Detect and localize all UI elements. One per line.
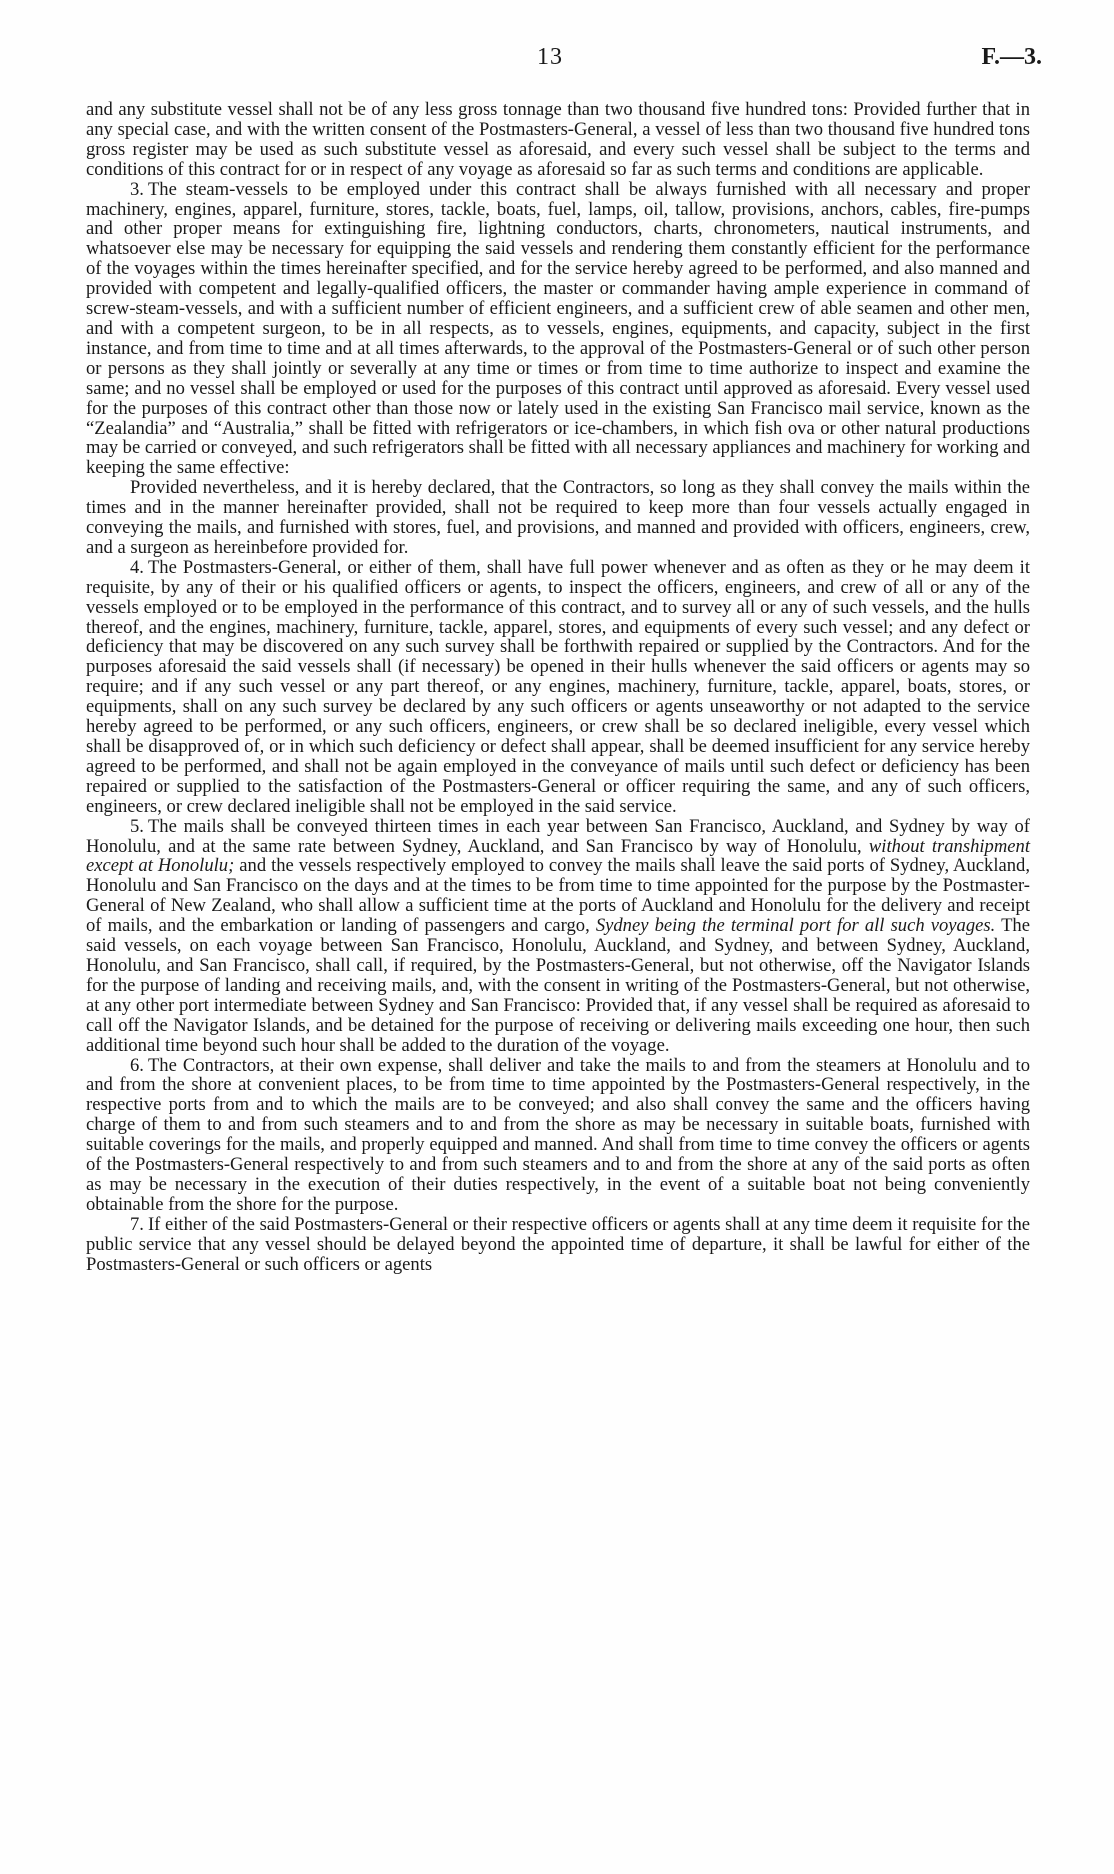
clause-3-text: The steam-vessels to be employed under this contract shall be always furnished with all necessary and proper machinery, engines, apparel, furniture, stores, tackle, boats, fuel, lamps, oil, tallow, provisions, anchors, cables, fire-pumps and other proper means for extinguishing fire, lightning conductors, charts, chronometers, nautical instruments, and whatsoever else may be necessary for equipping the said vessels and rendering them constantly efficient for the performance of the voyages within the times hereinafter specified, and for the service hereby agreed to be performed, and also manned and provided with competent and legally-qualified officers, the master or commander having ample experience in command of screw-steam-vessels, and with a sufficient number of efficient engineers, and a sufficient crew of able seamen and other men, and with a competent surgeon, to be in all respects, as to vessels, engines, equipments, and capacity, subject in the first instance, and from time to time and at all times afterwards, to the approval of the Postmasters-General or of such other person or persons as they shall jointly or severally at any time or times or from time to time authorize to inspect and examine the same; and no vessel shall be employed or used for the purposes of this contract until approved as aforesaid. Every vessel used for the purposes of this contract other than those now or lately used in the existing San Francisco mail service, known as the “Zealandia” and “Australia,” shall be fitted with refrigerators or ice-chambers, in which fish ova or other natural productions may be carried or conveyed, and such refrigerators shall be fitted with all necessary appliances and machinery for working and keeping the same effective: bbox=[86, 178, 1030, 479]
clause-5-text-a: The mails shall be conveyed thirteen times in each year between San Francisco, Auckland, and Sydney by way of Honolulu, and at the same rate between Sydney, Auckland, and San Francisco by way of Honolulu, bbox=[86, 815, 1030, 857]
paragraph-6 bbox=[86, 1056, 1030, 1215]
paragraph-5 bbox=[86, 817, 1030, 1056]
clause-5-italic-terminal-port: Sydney being the terminal port for all such voyages. bbox=[595, 915, 996, 937]
document-reference: F.—3. bbox=[981, 44, 1042, 70]
clause-5-text-c: The said vessels, on each voyage between San Francisco, Honolulu, Auckland, and Sydney, and between Sydney, Auckland, Honolulu, and San Francisco, shall call, if required, by the Postmasters-General, but not otherwise, off the Navigator Islands for the purpose of landing and receiving mails, and, with the consent in writing of the Postmasters-General, but not otherwise, at any other port intermediate between Sydney and San Francisco: Provided that, if any vessel shall be required as aforesaid to call off the Navigator Islands, and be detained for the purpose of receiving or delivering mails exceeding one hour, then such additional time beyond such hour shall be added to the duration of the voyage. bbox=[86, 915, 1030, 1056]
paragraph-3 bbox=[86, 180, 1030, 479]
paragraph-intro: and any substitute vessel shall not be of any less gross tonnage than two thousand five hundred tons: Provided further that in any special case, and with the written consent of the Postmasters-General, a vessel of less than two thousand five hundred tons gross register may be used as such substitute vessel as aforesaid, and every such vessel shall be subject to the terms and conditions of this contract for or in respect of any voyage as aforesaid so far as such terms and conditions are applicable. bbox=[86, 99, 1030, 180]
clause-number-5: 5. bbox=[130, 815, 144, 837]
clause-4-text: The Postmasters-General, or either of them, shall have full power whenever and as often as they or he may deem it requisite, by any of their or his qualified officers or agents, to inspect the officers, engineers, and crew of all or any of the vessels employed or to be employed in the performance of this contract, and to survey all or any of such vessels, and the hulls thereof, and the engines, machinery, furniture, tackle, apparel, stores, and equipments of every such vessel; and any defect or deficiency that may be discovered on any such survey shall be forthwith repaired or supplied by the Contractors. And for the purposes aforesaid the said vessels shall (if necessary) be opened in their hulls whenever the said officers or agents may so require; and if any such vessel or any part thereof, or any engines, machinery, furniture, tackle, apparel, boats, stores, or equipments, shall on any such survey be declared by any such officers or agents unseaworthy or not adapted to the service hereby agreed to be performed, or any such officers, engineers, or crew shall be so declared ineligible, every vessel which shall be disapproved of, or in which such deficiency or defect shall appear, shall be deemed insufficient for any service hereby agreed to be performed, and shall not be again employed in the conveyance of mails until such defect or deficiency has been repaired or supplied to the satisfaction of the Postmasters-General or officer requiring the same, and any of such officers, engineers, or crew declared ineligible shall not be employed in the said service. bbox=[86, 556, 1030, 817]
paragraph-4 bbox=[86, 558, 1030, 817]
clause-7-text: If either of the said Postmasters-General or their respective officers or agents shall at any time deem it requisite for the public service that any vessel should be delayed beyond the appointed time of departure, it shall be lawful for either of the Postmasters-General or such officers or agents bbox=[86, 1213, 1030, 1275]
clause-5-text-b: and the vessels respectively employed to convey the mails shall leave the said ports of Sydney, Auckland, Honolulu and San Francisco on the days and at the times to be from time to time appointed for the purpose by the Postmaster-General of New Zealand, who shall allow a sufficient time at the ports of Auckland and Honolulu for the delivery and receipt of mails, and the embarkation or landing of passengers and cargo, bbox=[86, 855, 1030, 937]
clause-5-italic-transhipment: without transhipment except at Honolulu; bbox=[86, 835, 1030, 877]
clause-6-text: The Contractors, at their own expense, shall deliver and take the mails to and from the steamers at Honolulu and to and from the shore at convenient places, to be from time to time appointed by the Postmasters-General respectively, in the respective ports from and to which the mails are to be conveyed; and also shall convey the same and the officers having charge of them to and from such steamers and to and from the shore as may be necessary in suitable boats, furnished with suitable coverings for the mails, and properly equipped and manned. And shall from time to time convey the officers or agents of the Postmasters-General respectively to and from such steamers and to and from the shore at any of the said ports as often as may be necessary in the execution of their duties respectively, in the event of a suitable boat not being conveniently obtainable from the shore for the purpose. bbox=[86, 1054, 1030, 1215]
clause-number-4: 4. bbox=[130, 556, 144, 578]
clause-number-6: 6. bbox=[130, 1054, 144, 1076]
paragraph-7 bbox=[86, 1215, 1030, 1275]
page-number: 13 bbox=[537, 44, 563, 70]
clause-number-7: 7. bbox=[130, 1213, 144, 1235]
body-text bbox=[86, 100, 1030, 1274]
clause-number-3: 3. bbox=[130, 178, 144, 200]
paragraph-3-proviso: Provided nevertheless, and it is hereby declared, that the Contractors, so long as they shall convey the mails within the times and in the manner hereinafter provided, shall not be required to keep more than four vessels actually engaged in conveying the mails, and furnished with stores, fuel, and provisions, and manned and provided with officers, engineers, crew, and a surgeon as hereinbefore provided for. bbox=[86, 477, 1030, 558]
